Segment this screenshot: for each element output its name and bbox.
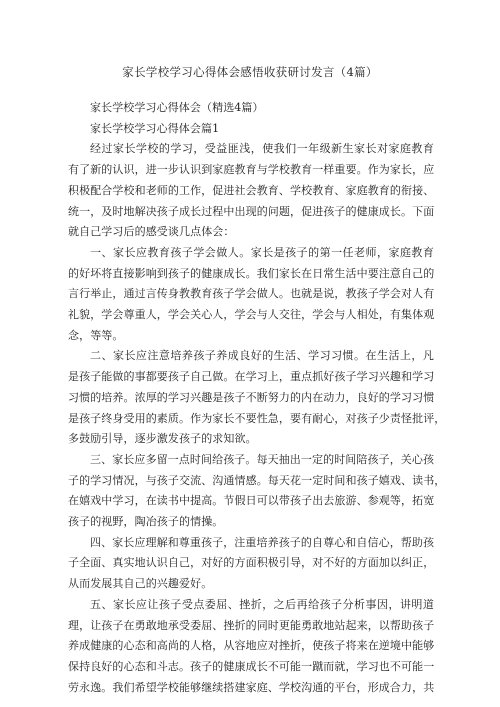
paragraph-line: 多鼓励引导，逐步激发孩子的求知欲。 bbox=[68, 432, 257, 446]
paragraph-line: 从而发展其自己的兴趣爱好。 bbox=[68, 577, 213, 591]
paragraph-line: 五、家长应让孩子受点委屈、挫折，之后再给孩子分析事因，讲明道 bbox=[90, 597, 434, 611]
paragraph-line: 在嬉戏中学习，在读书中提高。节假日可以带孩子出去旅游、参观等，拓宽 bbox=[68, 494, 435, 508]
paragraph-line: 言行举止，通过言传身教教育孩子学会做人。也就是说，教孩子学会对人有 bbox=[68, 287, 435, 301]
document-title: 家长学校学习心得体会感悟收获研讨发言（4篇） bbox=[122, 65, 378, 79]
paragraph-line: 是孩子终身受用的素质。作为家长不要性急，要有耐心，对孩子少责怪批评， bbox=[68, 411, 446, 425]
paragraph-line: 三、家长应多留一点时间给孩子。每天抽出一定的时间陪孩子，关心孩 bbox=[90, 452, 435, 466]
paragraph-line: 保持良好的心态和斗志。孩子的健康成长不可能一蹴而就，学习也不可能一 bbox=[68, 659, 435, 673]
paragraph-line: 二、家长应注意培养孩子养成良好的生活、学习习惯。在生活上，凡 bbox=[90, 349, 434, 363]
paragraph-line: 统一，及时地解决孩子成长过程中出现的问题，促进孩子的健康成长。下面 bbox=[68, 204, 435, 218]
paragraph-line: 的好坏将直接影响到孩子的健康成长。我们家长在日常生活中要注意自己的 bbox=[68, 266, 435, 280]
paragraph-line: 理，让孩子在勇敢地承受委屈、挫折的同时更能勇敢地站起来，以帮助孩子 bbox=[68, 618, 435, 632]
paragraph-line: 就自己学习后的感受谈几点体会： bbox=[68, 225, 235, 239]
paragraph-line: 家长学校学习心得体会篇1 bbox=[90, 121, 220, 135]
paragraph-line: 子的学习情况，与孩子交流、沟通情感。每天花一定时间和孩子嬉戏、读书， bbox=[68, 473, 446, 487]
paragraph-line: 念，等等。 bbox=[68, 328, 124, 342]
document-body bbox=[68, 98, 446, 698]
paragraph-line: 四、家长应理解和尊重孩子，注重培养孩子的自尊心和自信心，帮助孩 bbox=[90, 535, 435, 549]
paragraph-line: 积极配合学校和老师的工作，促进社会教育、学校教育、家庭教育的衔接、 bbox=[68, 183, 435, 197]
paragraph-line: 是孩子能做的事都要孩子自己做。在学习上，重点抓好孩子学习兴趣和学习 bbox=[68, 370, 435, 384]
paragraph-line: 一、家长应教育孩子学会做人。家长是孩子的第一任老师，家庭教育 bbox=[90, 245, 434, 259]
paragraph-line: 孩子的视野，陶冶孩子的情操。 bbox=[68, 515, 224, 529]
paragraph-line: 习惯的培养。浓厚的学习兴趣是孩子不断努力的内在动力，良好的学习习惯 bbox=[68, 390, 435, 404]
paragraph-line: 家长学校学习心得体会（精选4篇） bbox=[90, 101, 264, 114]
paragraph-line: 养成健康的心态和高尚的人格，从容地应对挫折，使孩子将来在逆境中能够 bbox=[68, 639, 435, 653]
paragraph-line: 有了新的认识，进一步认识到家庭教育与学校教育一样重要。作为家长，应 bbox=[68, 163, 435, 177]
paragraph-line: 礼貌，学会尊重人，学会关心人，学会与人交往，学会与人相处，有集体观 bbox=[68, 308, 435, 322]
paragraph-line: 子全面、真实地认识自己，对好的方面积极引导，对不好的方面加以纠正， bbox=[68, 556, 435, 570]
paragraph-line: 劳永逸。我们希望学校能够继续搭建家庭、学校沟通的平台，形成合力，共 bbox=[68, 680, 435, 694]
paragraph-line: 经过家长学校的学习，受益匪浅，使我们一年级新生家长对家庭教育 bbox=[90, 142, 434, 156]
